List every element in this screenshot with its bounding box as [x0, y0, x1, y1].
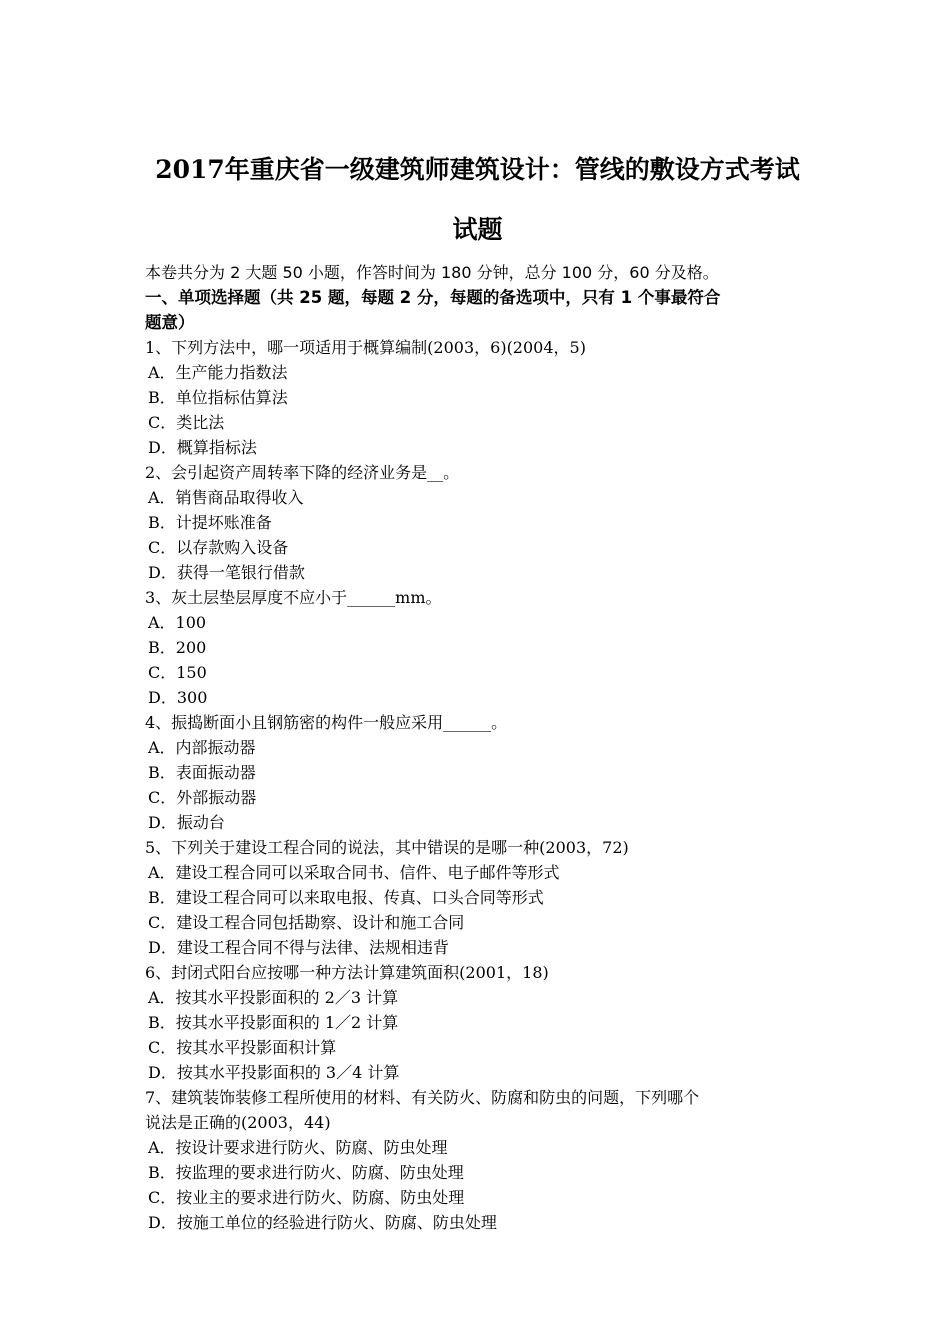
document-title: [145, 140, 810, 260]
question-stem-line: 4、振捣断面小且钢筋密的构件一般应采用______。: [145, 713, 508, 732]
question-stem-line: 7、建筑装饰装修工程所使用的材料、有关防火、防腐和防虫的问题，下列哪个: [145, 1088, 700, 1107]
question-stem-line: 6、封闭式阳台应按哪一种方法计算建筑面积(2001，18): [145, 963, 549, 982]
answer-option: C．建设工程合同包括勘察、设计和施工合同: [148, 913, 465, 932]
question-block: [145, 335, 810, 460]
answer-option: C．按其水平投影面积计算: [148, 1038, 337, 1057]
title-line: 2017年重庆省一级建筑师建筑设计：管线的敷设方式考试: [155, 155, 800, 184]
answer-option: D．300: [148, 688, 208, 707]
section-heading-line: 题意）: [145, 313, 195, 332]
question-stem: [145, 710, 810, 735]
section-heading: [145, 285, 810, 335]
answer-option: D．振动台: [148, 813, 225, 832]
question-stem: [145, 1085, 810, 1135]
question-stem: [145, 585, 810, 610]
answer-option: A．按其水平投影面积的 2／3 计算: [148, 988, 399, 1007]
answer-option: A．销售商品取得收入: [148, 488, 304, 507]
answer-option: B．表面振动器: [148, 763, 256, 782]
answer-option: C．按业主的要求进行防火、防腐、防虫处理: [148, 1188, 465, 1207]
question-block: [145, 710, 810, 835]
answer-option: B．建设工程合同可以来取电报、传真、口头合同等形式: [148, 888, 544, 907]
question-block: [145, 835, 810, 960]
question-stem-line: 5、下列关于建设工程合同的说法，其中错误的是哪一种(2003，72): [145, 838, 629, 857]
exam-intro: 本卷共分为 2 大题 50 小题，作答时间为 180 分钟，总分 100 分，60 分及格。: [145, 263, 719, 282]
question-stem: [145, 835, 810, 860]
answer-option: B．按监理的要求进行防火、防腐、防虫处理: [148, 1163, 464, 1182]
answer-option: B．200: [148, 638, 207, 657]
answer-option: B．单位指标估算法: [148, 388, 288, 407]
question-stem-line: 2、会引起资产周转率下降的经济业务是__。: [145, 463, 460, 482]
answer-option: D．按施工单位的经验进行防火、防腐、防虫处理: [148, 1213, 497, 1232]
question-stem: [145, 335, 810, 360]
answer-option: D．概算指标法: [148, 438, 257, 457]
answer-option: A．内部振动器: [148, 738, 256, 757]
answer-option: A．按设计要求进行防火、防腐、防虫处理: [148, 1138, 448, 1157]
question-stem-line: 说法是正确的(2003，44): [145, 1113, 331, 1132]
section-heading-line: 一、单项选择题（共 25 题，每题 2 分，每题的备选项中，只有 1 个事最符合: [145, 288, 721, 307]
answer-option: D．按其水平投影面积的 3／4 计算: [148, 1063, 400, 1082]
question-stem: [145, 960, 810, 985]
answer-option: B．按其水平投影面积的 1／2 计算: [148, 1013, 399, 1032]
question-block: [145, 960, 810, 1085]
answer-option: C．以存款购入设备: [148, 538, 289, 557]
question-block: [145, 1085, 810, 1235]
answer-option: B．计提坏账准备: [148, 513, 272, 532]
title-line: 试题: [452, 215, 503, 244]
question-stem: [145, 460, 810, 485]
answer-option: D．建设工程合同不得与法律、法规相违背: [148, 938, 449, 957]
answer-option: C．类比法: [148, 413, 225, 432]
question-list: [145, 335, 810, 1235]
question-block: [145, 585, 810, 710]
answer-option: A．生产能力指数法: [148, 363, 288, 382]
answer-option: A．100: [148, 613, 207, 632]
answer-option: D．获得一笔银行借款: [148, 563, 305, 582]
answer-option: C．外部振动器: [148, 788, 257, 807]
question-stem-line: 3、灰土层垫层厚度不应小于______mm。: [145, 588, 442, 607]
document-page: [145, 140, 810, 1235]
answer-option: C．150: [148, 663, 207, 682]
question-block: [145, 460, 810, 585]
question-stem-line: 1、下列方法中，哪一项适用于概算编制(2003，6)(2004，5): [145, 338, 586, 357]
answer-option: A．建设工程合同可以采取合同书、信件、电子邮件等形式: [148, 863, 560, 882]
